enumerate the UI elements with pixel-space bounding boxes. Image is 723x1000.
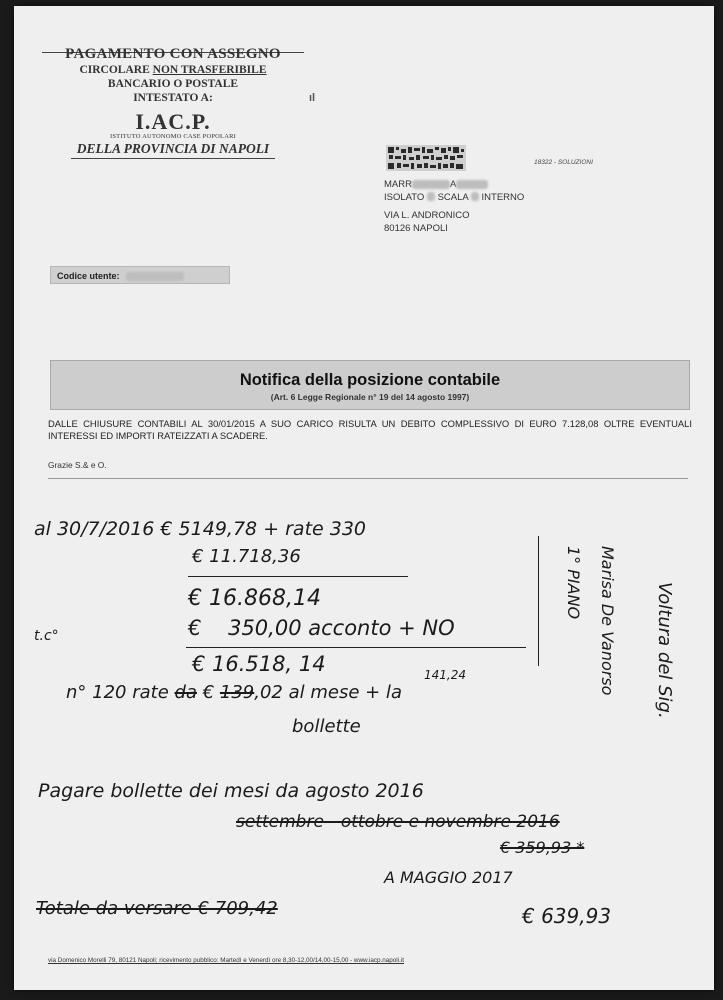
recipient-name: [384, 179, 524, 192]
stamp-org: I.AC.P.: [135, 109, 211, 134]
interno-label: INTERNO: [481, 191, 525, 203]
notice-closing: Grazie S.& e O.: [48, 460, 107, 470]
redacted-name-part: [456, 180, 488, 189]
stamp-org-sub: ISTITUTO AUTONOMO CASE POPOLARI: [109, 133, 237, 140]
stray-mark: ıl: [309, 92, 316, 104]
section-divider: [48, 478, 688, 479]
line-6-rest: ,02 al mese + la: [254, 682, 402, 703]
notice-title: Notifica della posizione contabile: [239, 371, 501, 389]
reference-code: 18322 - SOLUZIONI: [534, 159, 593, 166]
line-4-euro: €: [188, 616, 202, 640]
handwritten-line-7: bollette: [292, 716, 361, 737]
name-mid: A: [449, 179, 457, 190]
payment-stamp: [38, 46, 308, 159]
page-footer: via Domenico Morelli 79, 80121 Napoli; ricevimento pubblico: Martedì e Venerdì ore 8,30-12,00/14,00-15,00 - www.iacp.napoli.it: [48, 957, 404, 964]
barcode-icon: [386, 145, 466, 171]
handwritten-line-2: € 11.718,36: [192, 546, 301, 567]
vertical-divider: [538, 536, 539, 666]
redacted-name-part: [412, 180, 450, 189]
line-6-euro: €: [196, 682, 220, 703]
handwritten-line-4: [188, 616, 455, 640]
redacted-codice: [126, 272, 184, 281]
document-page: [14, 6, 714, 990]
handwritten-line-12: Totale da versare € 709,42: [36, 898, 278, 919]
stamp-province: DELLA PROVINCIA DI NAPOLI: [71, 141, 275, 159]
stamp-line-2: [38, 63, 308, 77]
handwritten-line-1: al 30/7/2016 € 5149,78 + rate 330: [34, 518, 367, 540]
recipient-address: [384, 179, 524, 235]
handwritten-line-13: € 639,93: [522, 904, 612, 928]
notice-body: DALLE CHIUSURE CONTABILI AL 30/01/2015 A SUO CARICO RISULTA UN DEBITO COMPLESSIVO DI EURO 7.128,08 OLTRE EVENTUALI INTERESSI ED IMPORTI RATEIZZATI A SCADERE.: [48, 418, 692, 441]
handwritten-margin-note: t.c°: [34, 628, 59, 644]
recipient-building: [384, 192, 524, 205]
codice-utente-label: Codice utente:: [57, 271, 120, 281]
sum-rule-2: [186, 647, 526, 648]
isolato-label: ISOLATO: [384, 191, 425, 203]
recipient-city: 80126 NAPOLI: [384, 222, 448, 234]
stamp-line-2b: NON TRASFERIBILE: [152, 64, 267, 76]
line-6-da: da: [174, 682, 197, 703]
handwritten-small-note: 141,24: [424, 668, 466, 682]
handwritten-line-3: € 16.868,14: [188, 586, 321, 611]
stamp-line-2a: CIRCOLARE: [79, 64, 153, 76]
redacted-scala: [471, 192, 479, 201]
scala-label: SCALA: [437, 191, 469, 203]
line-6-rate: n° 120 rate: [66, 682, 169, 703]
handwritten-vertical-name: Marisa De Vanorso: [598, 546, 617, 696]
notice-banner: [50, 360, 690, 410]
handwritten-line-11: A MAGGIO 2017: [384, 868, 513, 887]
recipient-street: VIA L. ANDRONICO: [384, 210, 470, 221]
handwritten-line-9: settembre - ottobre e novembre 2016: [236, 812, 560, 832]
codice-utente-box: [50, 266, 230, 284]
stamp-line-4: INTESTATO A:: [133, 92, 213, 104]
line-6-amount-struck: 139: [219, 682, 255, 703]
handwritten-line-10: € 359,93 *: [500, 838, 585, 857]
stamp-line-3: BANCARIO O POSTALE: [107, 78, 239, 90]
sum-rule-1: [188, 576, 408, 577]
handwritten-vertical-voltura: Voltura del Sig.: [654, 582, 675, 719]
handwritten-line-5: € 16.518, 14: [192, 652, 326, 676]
notice-law: (Art. 6 Legge Regionale n° 19 del 14 agosto 1997): [270, 392, 470, 402]
redacted-isolato: [427, 192, 435, 201]
handwritten-line-8: Pagare bollette dei mesi da agosto 2016: [38, 780, 424, 802]
handwritten-vertical-floor: 1° PIANO: [564, 546, 583, 620]
stamp-line-1: PAGAMENTO CON ASSEGNO: [65, 46, 281, 62]
handwritten-line-6: [66, 682, 402, 703]
line-4-amount: 350,00 acconto + NO: [228, 616, 455, 640]
name-prefix: MARR: [384, 179, 412, 190]
